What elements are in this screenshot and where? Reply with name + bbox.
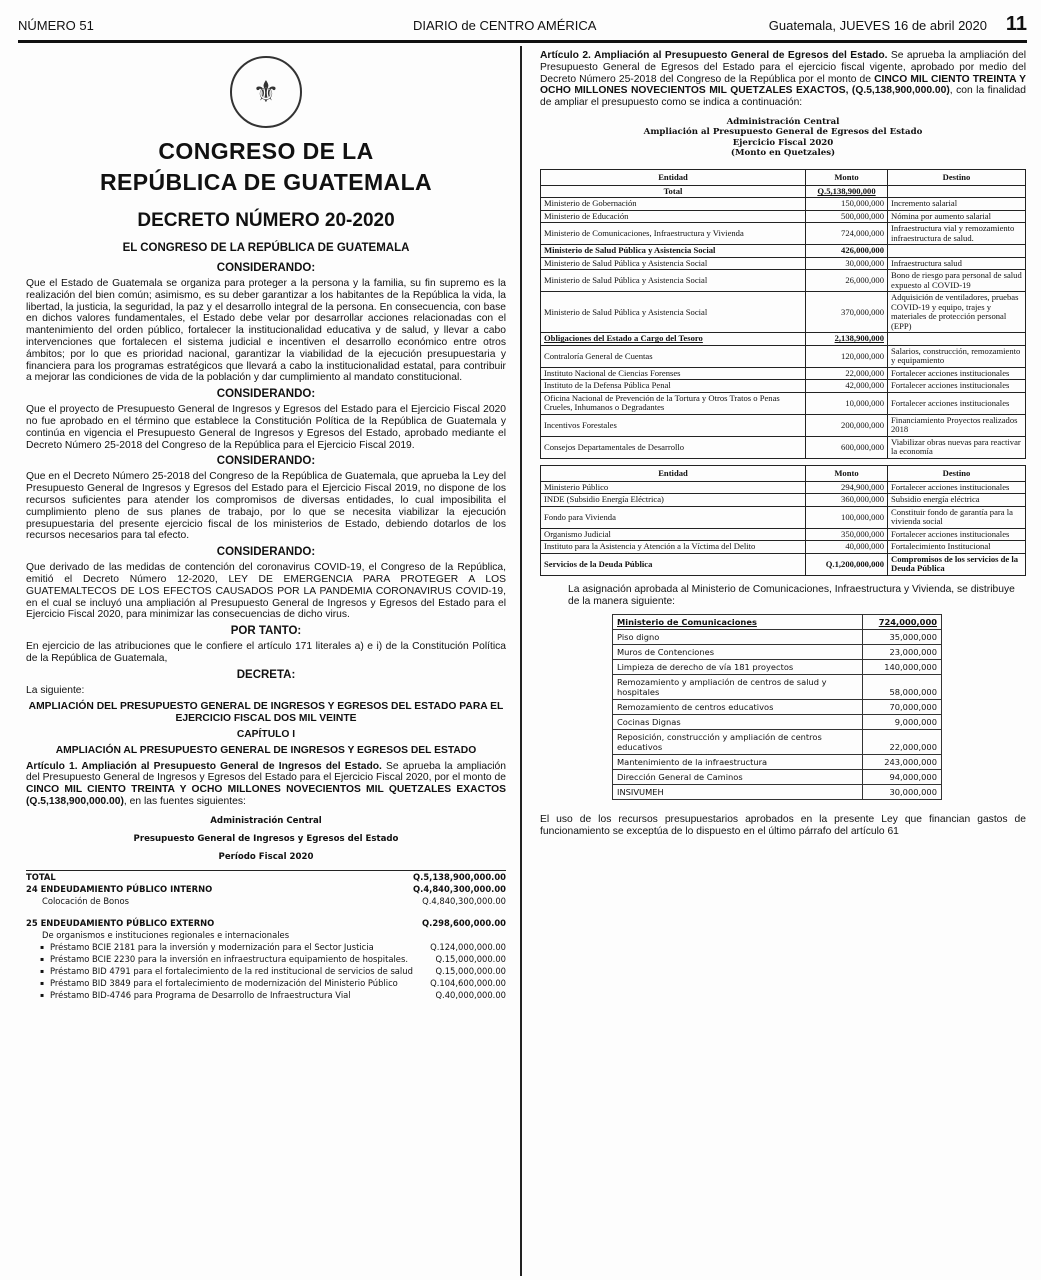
- mct-label: Piso digno: [613, 629, 863, 644]
- expense-destination: Fortalecimiento Institucional: [888, 541, 1026, 554]
- expense-destination: Adquisición de ventiladores, pruebas COVID-19 y equipo, trajes y materiales de protección personal (EPP): [888, 292, 1026, 333]
- expense-row: [541, 494, 1026, 507]
- considerando-heading: CONSIDERANDO:: [216, 546, 316, 559]
- expense-entity: Fondo para Vivienda: [541, 506, 806, 528]
- article-2-label: Artículo 2. Ampliación al Presupuesto General de Egresos del Estado.: [540, 50, 888, 61]
- la-siguiente: La siguiente:: [26, 684, 85, 696]
- expense-destination: Fortalecer acciones institucionales: [888, 481, 1026, 494]
- mct-label: Muros de Contenciones: [613, 644, 863, 659]
- article-2-amount: CINCO MIL CIENTO TREINTA Y OCHO MILLONES NOVECIENTOS MIL QUETZALES EXACTOS, (Q.5,138,900,000.00): [540, 73, 1026, 97]
- mct-label: INSIVUMEH: [613, 784, 863, 799]
- expense-row: [541, 185, 1026, 198]
- column-header-entidad: Entidad: [541, 465, 806, 481]
- expense-entity: Total: [541, 185, 806, 198]
- income-row: [26, 941, 506, 953]
- expense-amount: 200,000,000: [806, 414, 888, 436]
- expense-destination: [888, 245, 1026, 258]
- income-label: De organismos e instituciones regionales e internacionales: [42, 929, 290, 940]
- mct-amount: 140,000,000: [863, 659, 942, 674]
- considerando-paragraph-4: Que derivado de las medidas de contención del coronavirus COVID-19, el Congreso de la República, emitió el Decreto Número 12-2020, LEY DE EMERGENCIA PARA PROTEGER A LOS GUATEMALTECOS DE LOS EFECTOS CAUSADOS POR LA PANDEMIA CORONAVIRUS COVID-19, en el cual se incluyó una ampliación al Presupuesto General de Ingresos y Egresos del Estado para el Ejercicio Fiscal 2020, para minimizar las consecuencias de dicho virus.: [26, 562, 506, 621]
- expense-row: [541, 481, 1026, 494]
- mct-amount: 243,000,000: [863, 754, 942, 769]
- heading-line: Ejercicio Fiscal 2020: [732, 137, 834, 148]
- expense-row: [541, 210, 1026, 223]
- column-header-monto: Monto: [806, 169, 888, 185]
- column-header-destino: Destino: [888, 169, 1026, 185]
- expense-row: [541, 414, 1026, 436]
- expense-row: [541, 198, 1026, 211]
- expense-destination: Viabilizar obras nuevas para reactivar la economía: [888, 436, 1026, 458]
- income-label: ▪ Préstamo BID 4791 para el fortalecimiento de la red institucional de servicios de salud: [26, 965, 413, 977]
- expense-row: [541, 392, 1026, 414]
- mct-row: [613, 784, 942, 799]
- mct-row: [613, 674, 942, 699]
- mct-label: Dirección General de Caminos: [613, 769, 863, 784]
- article-2-tail: , con la finalidad de ampliar el presupuesto como se indica a continuación:: [540, 85, 1026, 109]
- mct-label: Reposición, construcción y ampliación de centros educativos: [613, 729, 863, 754]
- mct-label: Remozamiento y ampliación de centros de salud y hospitales: [613, 674, 863, 699]
- right-column: [540, 50, 1026, 848]
- expense-amount: 370,000,000: [806, 292, 888, 333]
- mct-distribution-table: [612, 614, 942, 800]
- expense-amount: 426,000,000: [806, 245, 888, 258]
- expense-entity: Obligaciones del Estado a Cargo del Tesoro: [541, 333, 806, 346]
- income-amount: Q.104,600,000.00: [430, 977, 506, 988]
- mct-amount: 22,000,000: [863, 729, 942, 754]
- mct-amount: 9,000,000: [863, 714, 942, 729]
- expense-destination: Compromisos de los servicios de la Deuda Pública: [888, 553, 1026, 575]
- expense-destination: [888, 333, 1026, 346]
- income-row: [26, 965, 506, 977]
- congress-title-line2: REPÚBLICA DE GUATEMALA: [99, 169, 433, 195]
- mct-label: Mantenimiento de la infraestructura: [613, 754, 863, 769]
- article-1-label: Artículo 1. Ampliación al Presupuesto General de Ingresos del Estado.: [26, 760, 382, 772]
- mct-row: [613, 614, 942, 629]
- expense-amount: 500,000,000: [806, 210, 888, 223]
- heading-line: (Monto en Quetzales): [730, 148, 836, 159]
- column-header-entidad: Entidad: [541, 169, 806, 185]
- income-row: [26, 989, 506, 1001]
- article-1-amount: CINCO MIL CIENTO TREINTA Y OCHO MILLONES NOVECIENTOS MIL QUETZALES EXACTOS (Q.5,138,900,000.00): [26, 784, 506, 807]
- law-title: AMPLIACIÓN DEL PRESUPUESTO GENERAL DE INGRESOS Y EGRESOS DEL ESTADO PARA EL EJERCICIO FISCAL DOS MIL VEINTE: [28, 700, 504, 724]
- expense-entity: Instituto de la Defensa Pública Penal: [541, 380, 806, 393]
- mct-row: [613, 754, 942, 769]
- por-tanto-heading: POR TANTO:: [230, 625, 302, 638]
- expense-row: [541, 245, 1026, 258]
- expense-destination: Fortalecer acciones institucionales: [888, 528, 1026, 541]
- expense-amount: 40,000,000: [806, 541, 888, 554]
- expense-entity: Ministerio de Gobernación: [541, 198, 806, 211]
- expense-row: [541, 380, 1026, 393]
- article-2-text: Se aprueba la ampliación del Presupuesto General de Egresos del Estado para el ejercicio fiscal vigente, aprobado por medio del Decreto Número 25-2018 del Congreso de la República por el monto de: [540, 50, 1026, 85]
- mct-label: Cocinas Dignas: [613, 714, 863, 729]
- expense-destination: Bono de riesgo para personal de salud expuesto al COVID-19: [888, 270, 1026, 292]
- left-column: [26, 50, 506, 1001]
- expense-amount: 2,138,900,000: [806, 333, 888, 346]
- considerando-paragraph-3: Que en el Decreto Número 25-2018 del Congreso de la República de Guatemala, que aprueba la Ley del Presupuesto General de Ingresos y Egresos del Estado para el Ejercicio Fiscal 2019, no dispone de los recursos suficientes para atender los compromisos de diversas entidades, lo cual imposibilita el cumplimiento pleno de sus planes de trabajo, por lo que se necesita viabilizar la ejecución presupuestaria del presente ejercicio fiscal de los ministerios de Estado, debiendo dotarlos de los recursos necesarios para tal efecto.: [26, 471, 506, 542]
- mct-amount: 70,000,000: [863, 699, 942, 714]
- expense-amount: 10,000,000: [806, 392, 888, 414]
- article-1: [26, 761, 506, 808]
- expense-amount: 600,000,000: [806, 436, 888, 458]
- income-row: [26, 917, 506, 929]
- expense-row: [541, 333, 1026, 346]
- income-label: 25 ENDEUDAMIENTO PÚBLICO EXTERNO: [26, 917, 215, 928]
- page-header: [18, 10, 1027, 43]
- expense-amount: 294,900,000: [806, 481, 888, 494]
- considerando-heading: CONSIDERANDO:: [216, 455, 316, 468]
- expense-destination: Financiamiento Proyectos realizados 2018: [888, 414, 1026, 436]
- column-divider: [520, 46, 522, 1276]
- budget-label: Presupuesto General de Ingresos y Egresos del Estado: [133, 833, 399, 844]
- coat-of-arms-icon: ⚜: [230, 56, 302, 128]
- income-amount: [413, 929, 506, 941]
- mct-amount: 35,000,000: [863, 629, 942, 644]
- expense-entity: Organismo Judicial: [541, 528, 806, 541]
- expense-amount: 120,000,000: [806, 345, 888, 367]
- column-header-monto: Monto: [806, 465, 888, 481]
- income-label: Colocación de Bonos: [42, 895, 129, 906]
- mct-row: [613, 659, 942, 674]
- decreta-heading: DECRETA:: [236, 668, 296, 681]
- mct-label: Limpieza de derecho de vía 181 proyectos: [613, 659, 863, 674]
- mct-intro: La asignación aprobada al Ministerio de Comunicaciones, Infraestructura y Vivienda, se distribuye de la manera siguiente:: [568, 583, 1015, 607]
- expense-entity: Ministerio de Salud Pública y Asistencia Social: [541, 245, 806, 258]
- considerando-heading: CONSIDERANDO:: [216, 262, 316, 274]
- income-row: [26, 907, 506, 917]
- expense-row: [541, 257, 1026, 270]
- income-label: ▪ Préstamo BID 3849 para el fortalecimiento de modernización del Ministerio Público: [26, 977, 413, 989]
- income-amount: Q.298,600,000.00: [422, 917, 506, 928]
- income-table: [26, 870, 506, 1001]
- expense-entity: Incentivos Forestales: [541, 414, 806, 436]
- issue-number: NÚMERO 51: [18, 18, 94, 33]
- expense-row: [541, 506, 1026, 528]
- income-row: [26, 883, 506, 895]
- expense-entity: Instituto para la Asistencia y Atención a la Víctima del Delito: [541, 541, 806, 554]
- mct-row: [613, 729, 942, 754]
- income-amount: Q.4,840,300,000.00: [422, 895, 506, 906]
- income-amount: [413, 907, 506, 917]
- expense-destination: Incremento salarial: [888, 198, 1026, 211]
- expense-destination: Nómina por aumento salarial: [888, 210, 1026, 223]
- mct-amount: 58,000,000: [863, 674, 942, 699]
- expense-amount: 42,000,000: [806, 380, 888, 393]
- mct-label: Ministerio de Comunicaciones: [613, 614, 863, 629]
- income-label: 24 ENDEUDAMIENTO PÚBLICO INTERNO: [26, 883, 213, 894]
- final-paragraph: El uso de los recursos presupuestarios aprobados en la presente Ley que financian gastos de funcionamiento se exceptúa de lo dispuesto en el último párrafo del artículo 61: [540, 813, 1026, 837]
- income-label: ▪ Préstamo BCIE 2181 para la inversión y modernización para el Sector Justicia: [26, 941, 413, 953]
- income-label: TOTAL: [26, 871, 56, 882]
- income-row: [26, 977, 506, 989]
- mct-row: [613, 644, 942, 659]
- expense-destination: Infraestructura vial y remozamiento infraestructura de salud.: [888, 223, 1026, 245]
- chapter-title: AMPLIACIÓN AL PRESUPUESTO GENERAL DE INGRESOS Y EGRESOS DEL ESTADO: [55, 744, 477, 756]
- expense-row: [541, 292, 1026, 333]
- expense-amount: 360,000,000: [806, 494, 888, 507]
- expense-destination: [888, 185, 1026, 198]
- article-1-text: Se aprueba la ampliación del Presupuesto General de Ingresos y Egresos del Estado para el Ejercicio Fiscal 2020, por el monto de: [26, 760, 506, 784]
- expense-destination: Salarios, construcción, remozamiento y equipamiento: [888, 345, 1026, 367]
- expense-amount: 26,000,000: [806, 270, 888, 292]
- income-row: [26, 895, 506, 907]
- expense-destination: Fortalecer acciones institucionales: [888, 380, 1026, 393]
- expense-destination: Constituir fondo de garantía para la vivienda social: [888, 506, 1026, 528]
- expense-entity: Contraloría General de Cuentas: [541, 345, 806, 367]
- expense-amount: 150,000,000: [806, 198, 888, 211]
- expense-row: [541, 541, 1026, 554]
- heading-line: Administración Central: [726, 116, 840, 127]
- income-amount: Q.15,000,000.00: [435, 965, 506, 976]
- expense-amount: Q.1,200,000,000: [806, 553, 888, 575]
- chapter-heading: CAPÍTULO I: [236, 728, 296, 740]
- mct-row: [613, 769, 942, 784]
- expense-amount: 100,000,000: [806, 506, 888, 528]
- heading-line: Ampliación al Presupuesto General de Egresos del Estado: [643, 127, 923, 138]
- mct-row: [613, 699, 942, 714]
- expense-amount: 22,000,000: [806, 367, 888, 380]
- expense-entity: INDE (Subsidio Energía Eléctrica): [541, 494, 806, 507]
- expense-row: [541, 436, 1026, 458]
- expense-row: [541, 345, 1026, 367]
- considerando-heading: CONSIDERANDO:: [216, 388, 316, 401]
- income-amount: Q.5,138,900,000.00: [413, 871, 506, 882]
- article-1-tail: , en las fuentes siguientes:: [123, 795, 246, 807]
- expense-entity: Oficina Nacional de Prevención de la Tortura y Otros Tratos o Penas Crueles, Inhumanos o Degradantes: [541, 392, 806, 414]
- article-2: [540, 50, 1026, 109]
- period-label: Período Fiscal 2020: [218, 851, 314, 862]
- congress-title-line1: CONGRESO DE LA: [158, 138, 374, 164]
- income-amount: Q.124,000,000.00: [430, 941, 506, 952]
- expense-row: [541, 270, 1026, 292]
- expense-entity: Ministerio de Educación: [541, 210, 806, 223]
- issue-date: Guatemala, JUEVES 16 de abril 2020: [768, 18, 987, 33]
- considerando-paragraph-1: Que el Estado de Guatemala se organiza para proteger a la persona y la familia, su fin supremo es la realización del bien común; asimismo, es su deber garantizar a los habitantes de la República la vida, la libertad, la justicia, la seguridad, la paz y el desarrollo integral de la persona. En consecuencia, con base en dichos valores fundamentales, el Estado debe velar por desarrollar acciones relacionadas con el mantenimiento del orden público, fortalecer la institucionalidad educativa y de salud, y llevar a cabo intervenciones que fortalecen el sistema judicial e incentiven el desarrollo económico entre otros ámbitos; por lo que es prioridad nacional, garantizar la viabilidad de la ejecución presupuestaria y financiera para los programas estratégicos que llevará a cabo la institucionalidad estatal, para contribuir a mejorar las condiciones de vida de la población y dar cumplimiento al mandato constitucional.: [26, 278, 506, 384]
- expense-row: [541, 553, 1026, 575]
- mct-row: [613, 714, 942, 729]
- expense-table-2: [540, 465, 1026, 576]
- decree-title: DECRETO NÚMERO 20-2020: [137, 210, 395, 231]
- mct-label: Remozamiento de centros educativos: [613, 699, 863, 714]
- expense-entity: Consejos Departamentales de Desarrollo: [541, 436, 806, 458]
- expense-amount: 30,000,000: [806, 257, 888, 270]
- income-amount: Q.4,840,300,000.00: [413, 883, 506, 894]
- expense-amount: 350,000,000: [806, 528, 888, 541]
- income-label: ▪ Préstamo BID-4746 para Programa de Desarrollo de Infraestructura Vial: [26, 989, 413, 1001]
- admin-central-label: Administración Central: [210, 815, 322, 826]
- expense-amount: 724,000,000: [806, 223, 888, 245]
- expense-row: [541, 528, 1026, 541]
- income-amount: Q.15,000,000.00: [435, 953, 506, 964]
- expense-row: [541, 367, 1026, 380]
- por-tanto-paragraph: En ejercicio de las atribuciones que le confiere el artículo 171 literales a) e i) de la Constitución Política de la República de Guatemala,: [26, 641, 506, 664]
- newspaper-name: DIARIO de CENTRO AMÉRICA: [413, 18, 597, 33]
- expense-entity: Ministerio de Salud Pública y Asistencia Social: [541, 292, 806, 333]
- mct-row: [613, 629, 942, 644]
- page-number: 11: [1005, 13, 1027, 35]
- expense-entity: Ministerio de Salud Pública y Asistencia Social: [541, 257, 806, 270]
- income-label: ▪ Préstamo BCIE 2230 para la inversión en infraestructura equipamiento de hospitales.: [26, 953, 413, 965]
- expense-entity: Servicios de la Deuda Pública: [541, 553, 806, 575]
- expense-table-heading: [540, 117, 1026, 159]
- expense-destination: Infraestructura salud: [888, 257, 1026, 270]
- income-label: [26, 907, 413, 917]
- expense-destination: Fortalecer acciones institucionales: [888, 367, 1026, 380]
- income-amount: Q.40,000,000.00: [435, 989, 506, 1000]
- mct-amount: 94,000,000: [863, 769, 942, 784]
- mct-amount: 30,000,000: [863, 784, 942, 799]
- expense-row: [541, 223, 1026, 245]
- expense-table-1: [540, 169, 1026, 459]
- issuer-line: EL CONGRESO DE LA REPÚBLICA DE GUATEMALA: [122, 242, 410, 254]
- expense-entity: Ministerio de Comunicaciones, Infraestructura y Vivienda: [541, 223, 806, 245]
- income-row: [26, 929, 506, 941]
- expense-entity: Instituto Nacional de Ciencias Forenses: [541, 367, 806, 380]
- expense-destination: Subsidio energía eléctrica: [888, 494, 1026, 507]
- expense-amount: Q.5,138,900,000: [806, 185, 888, 198]
- expense-entity: Ministerio de Salud Pública y Asistencia Social: [541, 270, 806, 292]
- expense-entity: Ministerio Público: [541, 481, 806, 494]
- column-header-destino: Destino: [888, 465, 1026, 481]
- income-row: [26, 953, 506, 965]
- mct-amount: 724,000,000: [863, 614, 942, 629]
- expense-destination: Fortalecer acciones institucionales: [888, 392, 1026, 414]
- income-row: [26, 870, 506, 883]
- considerando-paragraph-2: Que el proyecto de Presupuesto General de Ingresos y Egresos del Estado para el Ejercicio Fiscal 2020 no fue aprobado en el término que establece la Constitución Política de la República de Guatemala y continúa en vigencia el Presupuesto General de Ingresos y Egresos del Estado, aprobado mediante el Decreto Número 25-2018 del Congreso de la República para el Ejercicio Fiscal 2019.: [26, 404, 506, 451]
- mct-amount: 23,000,000: [863, 644, 942, 659]
